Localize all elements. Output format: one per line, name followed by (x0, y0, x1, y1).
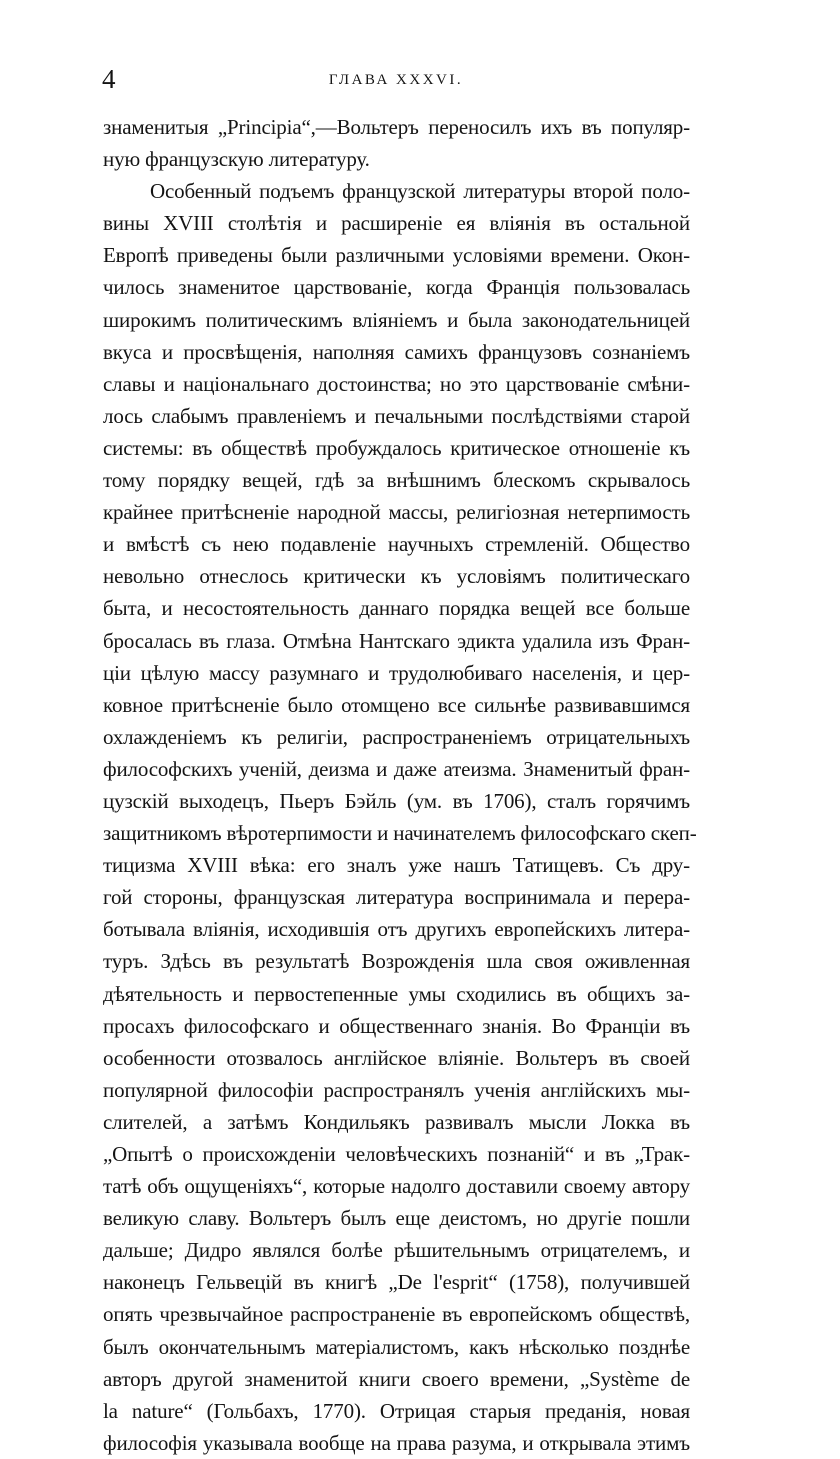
text-line: ботывала вліянія, исходившія отъ другихъ европейскихъ литера- (103, 917, 690, 942)
body-text (103, 111, 697, 1459)
text-line: гой стороны, французская литература воспринимала и перера- (103, 885, 690, 910)
text-line: дѣятельность и первостепенные умы сходились въ общихъ за- (103, 981, 690, 1006)
page-header (102, 62, 690, 96)
text-line: Особенный подъемъ французской литературы второй поло- (150, 179, 690, 204)
text-line: великую славу. Вольтеръ былъ еще деистомъ, но другіе пошли (103, 1206, 690, 1231)
text-line: просахъ философскаго и общественнаго знанія. Во Франціи въ (103, 1013, 690, 1038)
text-line: тицизма XVIII вѣка: его зналъ уже нашъ Татищевъ. Съ дру- (103, 853, 690, 878)
text-line: чилось знаменитое царствованіе, когда Франція пользовалась (103, 275, 690, 300)
text-line: защитникомъ вѣротерпимости и начинателемъ философскаго скеп- (103, 821, 697, 846)
text-line: la nature“ (Гольбахъ, 1770). Отрицая старыя преданія, новая (103, 1398, 690, 1423)
text-line: популярной философіи распространялъ ученія англійскихъ мы- (103, 1077, 690, 1102)
text-line: наконецъ Гельвецій въ книгѣ „De l'esprit“ (1758), получившей (103, 1270, 690, 1295)
text-line: охлажденіемъ къ религіи, распространеніемъ отрицательныхъ (103, 724, 690, 749)
text-line: ковное притѣсненіе было отомщено все сильнѣе развивавшимся (103, 692, 690, 717)
text-line: ную французскую литературу. (103, 147, 370, 172)
text-line: системы: въ обществѣ пробуждалось критическое отношеніе къ (103, 435, 690, 460)
running-head: ГЛАВА XXXVI. (328, 72, 464, 88)
text-line: философія указывала вообще на права разума, и открывала этимъ (103, 1430, 690, 1455)
text-line: вкуса и просвѣщенія, наполняя самихъ французовъ сознаніемъ (103, 339, 690, 364)
text-line: знаменитыя „Principia“,—Вольтеръ переносилъ ихъ въ популяр- (103, 115, 690, 139)
text-line: былъ окончательнымъ матеріалистомъ, какъ нѣсколько позднѣе (103, 1334, 690, 1359)
text-line: вины XVIII столѣтія и расширеніе ея вліянія въ остальной (103, 211, 690, 236)
text-line: опять чрезвычайное распространеніе въ европейскомъ обществѣ, (103, 1302, 690, 1327)
text-line: авторъ другой знаменитой книги своего времени, „Système de (103, 1366, 690, 1391)
text-line: особенности отозвалось англійское вліяніе. Вольтеръ въ своей (103, 1045, 690, 1070)
text-line: ціи цѣлую массу разумнаго и трудолюбиваго населенія, и цер- (103, 660, 690, 685)
text-line: дальше; Дидро являлся болѣе рѣшительнымъ отрицателемъ, и (103, 1238, 690, 1263)
text-line: туръ. Здѣсь въ результатѣ Возрожденія шла своя оживленная (103, 949, 690, 974)
text-line: тому порядку вещей, гдѣ за внѣшнимъ блескомъ скрывалось (103, 468, 690, 493)
text-line: философскихъ ученій, деизма и даже атеизма. Знаменитый фран- (103, 756, 690, 781)
text-line: славы и національнаго достоинства; но это царствованіе смѣни- (103, 371, 690, 396)
text-line: и вмѣстѣ съ нею подавленіе научныхъ стремленій. Общество (103, 532, 690, 557)
text-line: цузскій выходецъ, Пьеръ Бэйль (ум. въ 1706), сталъ горячимъ (103, 788, 690, 813)
text-line: слителей, а затѣмъ Кондильякъ развивалъ мысли Локка въ (103, 1109, 690, 1134)
text-line: быта, и несостоятельность даннаго порядка вещей все больше (103, 596, 690, 621)
text-line: Европѣ приведены были различными условіями времени. Окон- (103, 243, 690, 268)
text-line: лось слабымъ правленіемъ и печальными послѣдствіями старой (103, 403, 690, 428)
text-line: бросалась въ глаза. Отмѣна Нантскаго эдикта удалила изъ Фран- (103, 628, 690, 653)
text-line: „Опытѣ о происхожденіи человѣческихъ познаній“ и въ „Трак- (103, 1142, 690, 1166)
text-line: татѣ объ ощущеніяхъ“, которые надолго доставили своему автору (103, 1174, 690, 1199)
text-line: невольно отнеслось критически къ условіямъ политическаго (103, 564, 690, 589)
text-line: крайнее притѣсненіе народной массы, религіозная нетерпимость (103, 500, 690, 525)
text-line: широкимъ политическимъ вліяніемъ и была законодательницей (103, 307, 690, 332)
page-number: 4 (102, 64, 116, 94)
